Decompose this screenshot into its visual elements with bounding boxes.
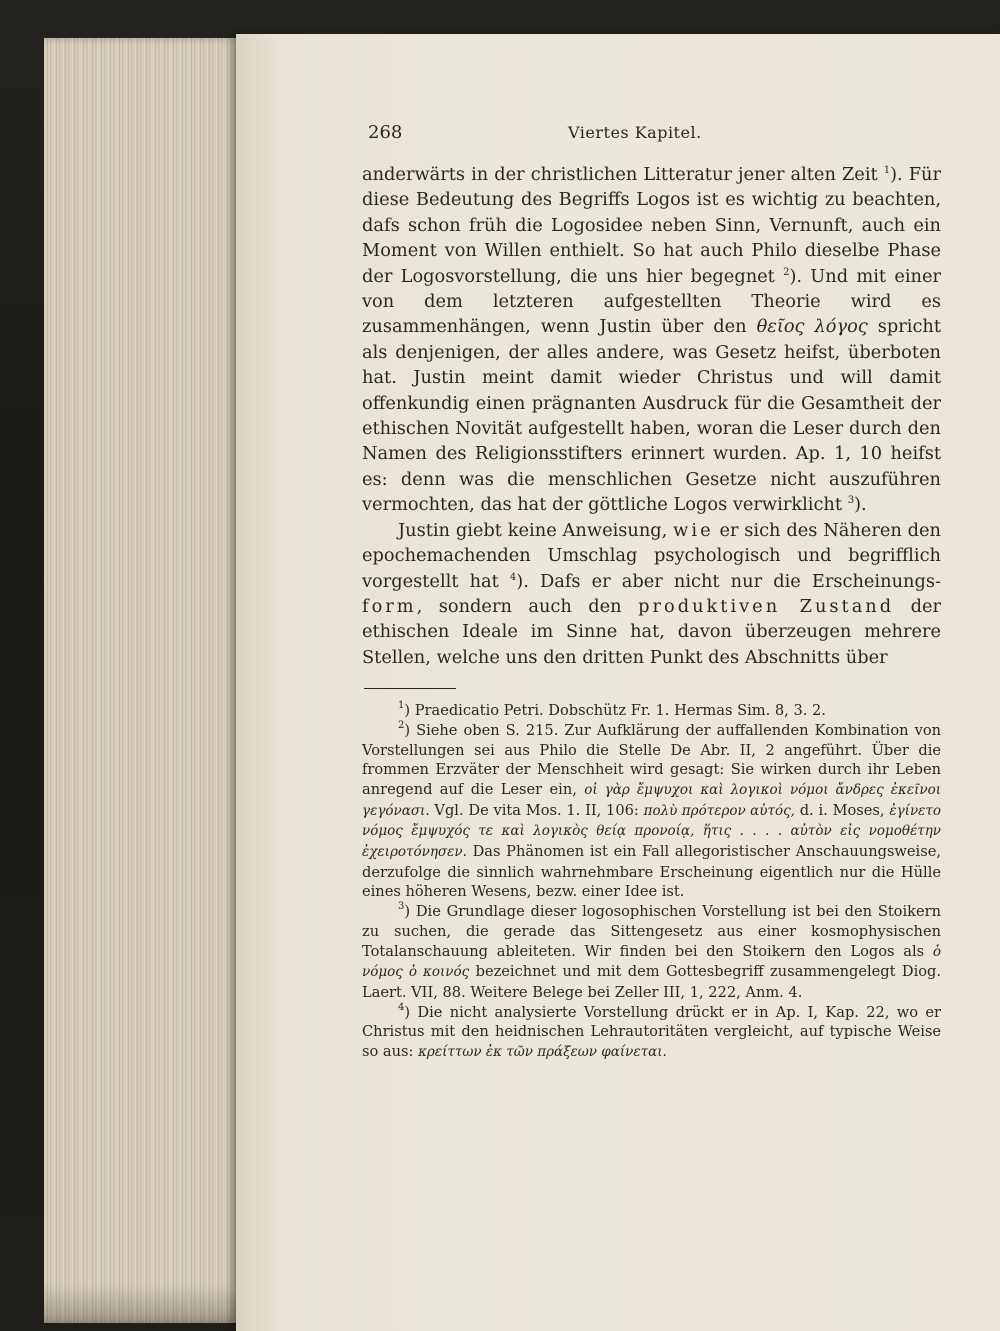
footnote-4 — [362, 1003, 941, 1063]
text-run: , sondern auch den — [416, 595, 622, 617]
footnote-ref-2: 2 — [783, 266, 790, 278]
text-run: ) Die Grundlage dieser logosophischen Vorstellung ist bei den Stoikern zu suchen, die gerade das Sittengesetz aus einer kosmophysischen Totalanschauung ableiteten. Wir finden bei den Stoikern den Logos als — [362, 903, 941, 960]
paragraph-1 — [362, 162, 941, 518]
footnote-ref-4: 4 — [509, 571, 517, 583]
text-run: Justin giebt keine Anweisung, — [398, 519, 668, 541]
footnote-mark: 3 — [398, 901, 405, 913]
stacked-page-edges — [44, 38, 240, 1323]
text-run: Das Phänomen ist ein Fall allegoristischer Anschauungsweise, derzufolge die sinnlich wahrnehmbare Erscheinung eigentlich nur die Hülle eines höheren Wesens, bezw. einer Idee ist. — [362, 843, 941, 901]
footnote-ref-1: 1 — [883, 165, 891, 176]
text-run: spricht als denjenigen, der alles andere, was Gesetz heifst, überboten hat. Justin meint damit wieder Christus und will damit offenkundig einen prägnanten Ausdruck für die Gesamtheit der ethischen Novität aufgestellt haben, woran die Leser durch den Namen des Religionsstifters erinnert wurden. Ap. 1, 10 heifst es: denn was die menschlichen Gesetze nicht auszuführen vermochten, das hat der göttliche Logos verwirklicht — [362, 316, 942, 516]
main-text — [356, 162, 941, 670]
text-run: ). Für diese Bedeutung des Begriffs Logos ist es wichtig zu beachten, dafs schon früh die Logosidee neben Sinn, Vernunft, auch ein Moment von Willen enthielt. So hat auch Philo dieselbe Phase der Logosvorstellung, die uns hier begegnet — [362, 164, 941, 287]
greek-phrase: ἐγίνετο νόμος ἔμψυχός τε καὶ λογικὸς θείᾳ προνοίᾳ, ἥτις . . . . αὐτὸν εἰς νομοθέτην ἐχειροτόνησεν. — [362, 802, 941, 861]
running-head — [356, 122, 941, 156]
footnote-ref-3: 3 — [847, 495, 855, 507]
text-run: ). Und mit einer von dem letzteren aufgestellten Theorie wird es zusammenhängen, wenn Justin über den — [362, 265, 942, 338]
text-run: d. i. Moses, — [799, 801, 885, 819]
emphasis-produktiven: produktiven Zustand — [638, 595, 895, 617]
text-run: bezeichnet und mit dem Gottesbegriff zusammengelegt Diog. Laert. VII, 88. Weitere Belege bei Zeller III, 1, 222, Anm. 4. — [362, 963, 942, 1001]
footnote-2 — [362, 721, 941, 902]
text-run: ). Dafs er aber nicht nur die Erscheinungs- — [516, 570, 941, 592]
footnote-3 — [362, 902, 941, 1003]
emphasis-form: form — [362, 595, 417, 617]
text-run: Vgl. De vita Mos. 1. II, 106: — [434, 801, 639, 819]
chapter-title: Viertes Kapitel. — [568, 123, 702, 142]
greek-phrase: πολὺ πρότερον αὐτός, — [643, 802, 795, 819]
greek-phrase: θεῖος λόγος — [756, 316, 868, 338]
footnote-mark: 1 — [398, 700, 405, 712]
footnote-divider — [364, 688, 456, 689]
page-number: 268 — [368, 122, 403, 143]
footnote-mark: 4 — [398, 1001, 405, 1013]
text-run: ) Praedicatio Petri. Dobschütz Fr. 1. Hermas Sim. 8, 3. 2. — [404, 702, 826, 720]
text-run: ) Die nicht analysierte Vorstellung drückt er in Ap. I, Kap. 22, wo er Christus mit den heidnischen Lehrautoritäten vergleicht, auf typische Weise so aus: — [362, 1003, 941, 1061]
text-run: anderwärts in der christlichen Litteratur jener alten Zeit — [362, 164, 878, 185]
footnote-1 — [362, 701, 941, 721]
emphasis-wie: wie — [673, 519, 714, 541]
text-run: ) Siehe oben S. 215. Zur Aufklärung der auffallenden Kombination von Vorstellungen sei aus Philo die Stelle De Abr. II, 2 angeführt. Über die frommen Erzväter der Menschheit wird gesagt: Sie wirken durch ihr Leben anregend auf die Leser ein, — [362, 721, 941, 798]
paragraph-2 — [362, 518, 941, 670]
greek-phrase: ὁ νόμος ὁ κοινός — [362, 943, 942, 981]
footnotes — [356, 701, 941, 1063]
greek-phrase: οἱ γὰρ ἔμψυχοι καὶ λογικοὶ νόμοι ἄνδρες ἐκεῖνοι γεγόνασι. — [362, 781, 942, 819]
page-content — [356, 122, 941, 1063]
footnote-mark: 2 — [398, 719, 405, 731]
text-run: ). — [854, 494, 867, 516]
book-page — [236, 34, 1000, 1331]
text-run: der ethischen Ideale im Sinne hat, davon überzeugen mehrere Stellen, welche uns den dritten Punkt des Abschnitts über — [362, 595, 942, 668]
greek-phrase: κρείττων ἐκ τῶν πράξεων φαίνεται. — [418, 1044, 667, 1061]
text-run: er sich des Näheren den epochemachenden Umschlag psychologisch und begrifflich vorgestellt hat — [362, 519, 941, 592]
